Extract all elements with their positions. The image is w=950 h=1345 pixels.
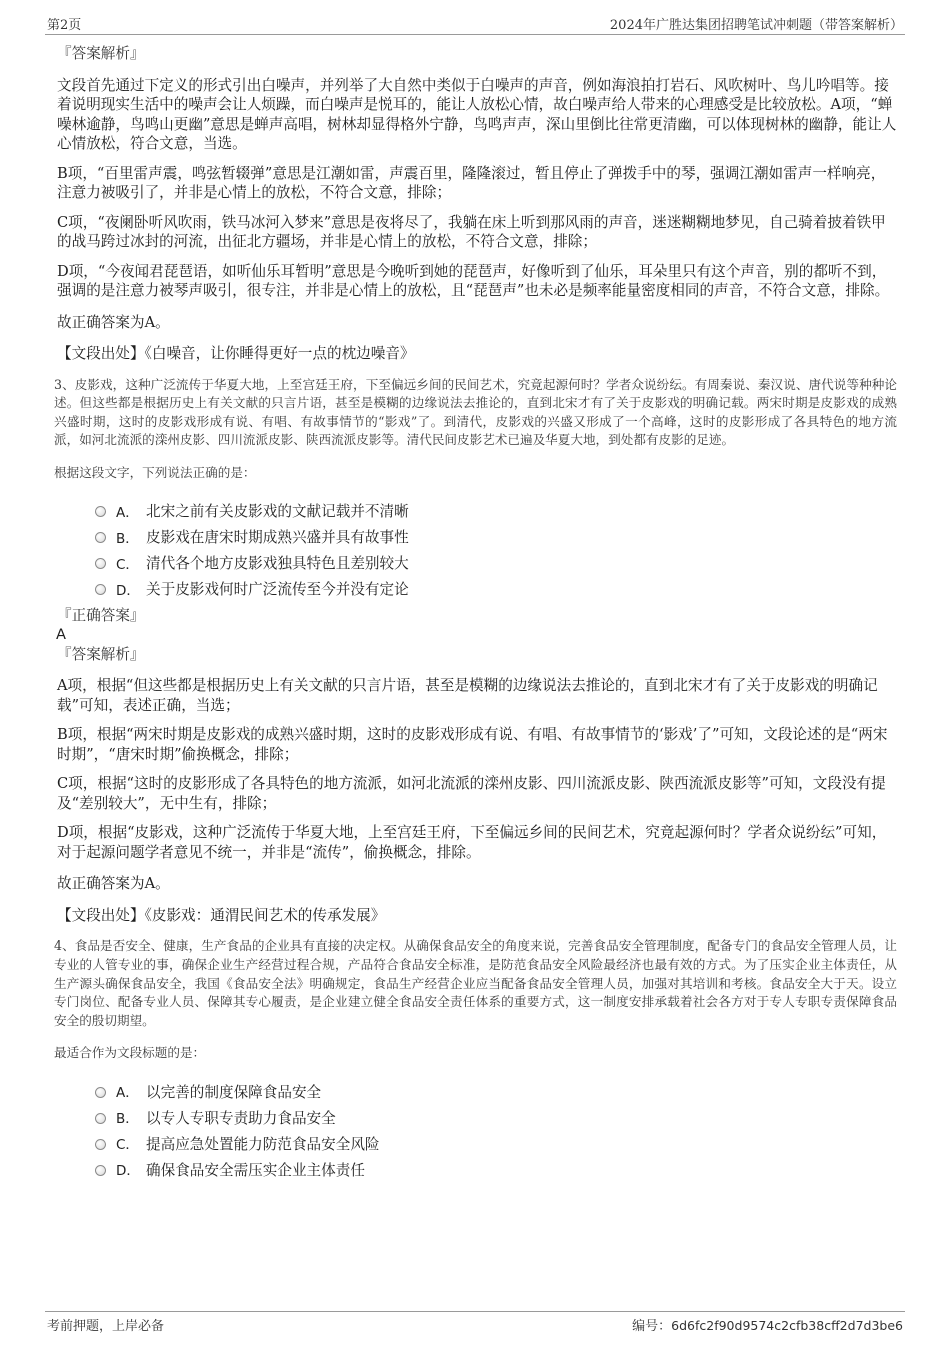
question-4-text: 4、食品是否安全、健康，生产食品的企业具有直接的决定权。从确保食品安全的角度来说，完善食品安全管理制度，配备专门的食品安全管理人员，让专业的人管专业的事，确保企业生产经营过程合规，产品符合食品安全标准，是防范食品安全风险最经济也最有效的方式。为了压实企业主体责任，从生产源头确保食品安全，我国《食品安全法》明确规定，食品生产经营企业应当配备食品安全管理人员，加强对其培训和考核。食品安全大于天。设立专门岗位、配备专业人员、保障其专心履责，是企业建立健全食品安全责任体系的重要方式，这一制度安排承载着社会各方对于专人专职专责保障食品安全的殷切期望。 bbox=[54, 938, 897, 1028]
page-content bbox=[54, 44, 897, 1182]
passage-source: 【文段出处】《皮影戏：通渭民间艺术的传承发展》 bbox=[57, 906, 386, 924]
option-d[interactable] bbox=[95, 576, 897, 602]
correct-answer-value: A bbox=[56, 626, 66, 644]
option-letter: C． bbox=[116, 556, 139, 573]
document-title: 2024年广胜达集团招聘笔试冲刺题（带答案解析） bbox=[609, 18, 903, 33]
option-text: 以专人专职专责助力食品安全 bbox=[146, 1109, 336, 1127]
option-text: 皮影戏在唐宋时期成熟兴盛并具有故事性 bbox=[146, 529, 409, 547]
radio-button[interactable] bbox=[95, 1087, 106, 1098]
option-letter: A． bbox=[116, 1085, 139, 1102]
option-letter: D． bbox=[116, 1163, 140, 1180]
option-letter: A． bbox=[116, 504, 139, 521]
code-value: 6d6fc2f90d9574c2cfb38cff2d7d3be6 bbox=[671, 1318, 903, 1333]
code-label: 编号： bbox=[632, 1319, 672, 1334]
option-text: 清代各个地方皮影戏独具特色且差别较大 bbox=[146, 555, 409, 573]
option-text: 确保食品安全需压实企业主体责任 bbox=[146, 1161, 365, 1179]
question-3-prompt: 根据这段文字，下列说法正确的是： bbox=[54, 464, 256, 480]
question-3-options bbox=[95, 498, 897, 602]
analysis-conclusion: 故正确答案为A。 bbox=[57, 313, 170, 331]
option-text: 提高应急处置能力防范食品安全风险 bbox=[146, 1135, 380, 1153]
footer-slogan: 考前押题，上岸必备 bbox=[47, 1319, 165, 1334]
answer-analysis-label: 『答案解析』 bbox=[57, 645, 145, 663]
option-text: 关于皮影戏何时广泛流传至今并没有定论 bbox=[146, 581, 409, 599]
option-d[interactable] bbox=[95, 1156, 897, 1182]
option-letter: D． bbox=[116, 582, 140, 599]
analysis-conclusion: 故正确答案为A。 bbox=[57, 875, 170, 893]
radio-button[interactable] bbox=[95, 506, 106, 517]
analysis-paragraph: C项，根据“这时的皮影形成了各具特色的地方流派，如河北流派的滦州皮影、四川流派皮影、陕西流派皮影等”可知，文段没有提及“差别较大”，无中生有，排除； bbox=[57, 775, 886, 812]
document-code bbox=[632, 1315, 903, 1334]
analysis-paragraph: D项，根据“皮影戏，这种广泛流传于华夏大地，上至宫廷王府，下至偏远乡间的民间艺术，究竟起源何时？学者众说纷纭”可知，对于起源问题学者意见不统一，并非是“流传”，偷换概念，排除。 bbox=[57, 824, 887, 861]
option-c[interactable] bbox=[95, 1130, 897, 1156]
answer-analysis-label: 『答案解析』 bbox=[57, 45, 145, 62]
radio-button[interactable] bbox=[95, 584, 106, 595]
option-text: 以完善的制度保障食品安全 bbox=[146, 1083, 322, 1101]
correct-answer-label: 『正确答案』 bbox=[57, 606, 145, 624]
analysis-paragraph: B项，“百里雷声震，鸣弦暂辍弹”意思是江潮如雷，声震百里，隆隆滚过，暂且停止了弹拨手中的琴，强调江潮如雷声一样响亮，注意力被吸引了，并非是心情上的放松，不符合文意，排除； bbox=[57, 164, 886, 201]
option-letter: B． bbox=[116, 1111, 139, 1128]
analysis-paragraph: C项，“夜阑卧听风吹雨，铁马冰河入梦来”意思是夜将尽了，我躺在床上听到那风雨的声音，迷迷糊糊地梦见，自己骑着披着铁甲的战马跨过冰封的河流，出征北方疆场，并非是心情上的放松，不符合文意，排除； bbox=[57, 213, 886, 250]
question-4-options bbox=[95, 1078, 897, 1182]
option-b[interactable] bbox=[95, 524, 897, 550]
page-number: 第2页 bbox=[47, 18, 82, 33]
radio-button[interactable] bbox=[95, 1139, 106, 1150]
radio-button[interactable] bbox=[95, 1165, 106, 1176]
analysis-paragraph: A项，根据“但这些都是根据历史上有关文献的只言片语，甚至是模糊的边缘说法去推论的，直到北宋才有了关于皮影戏的明确记载”可知，表述正确，当选； bbox=[57, 677, 878, 714]
option-letter: B． bbox=[116, 530, 139, 547]
radio-button[interactable] bbox=[95, 532, 106, 543]
analysis-paragraph: B项，根据“两宋时期是皮影戏的成熟兴盛时期，这时的皮影戏形成有说、有唱、有故事情节的‘影戏’了”可知，文段论述的是“两宋时期”，“唐宋时期”偷换概念，排除； bbox=[57, 726, 888, 763]
radio-button[interactable] bbox=[95, 558, 106, 569]
question-3-text: 3、皮影戏，这种广泛流传于华夏大地，上至宫廷王府，下至偏远乡间的民间艺术，究竟起源何时？学者众说纷纭。有周秦说、秦汉说、唐代说等种种论述。但这些都是根据历史上有关文献的只言片语，甚至是模糊的边缘说法去推论的，直到北宋才有了关于皮影戏的明确记载。两宋时期是皮影戏的成熟兴盛时期，这时的皮影戏形成有说、有唱、有故事情节的“影戏”了。到清代，皮影戏的兴盛又形成了一个高峰，这时的皮影形成了各具特色的地方流派，如河北流派的滦州皮影、四川流派皮影、陕西流派皮影等。清代民间皮影艺术已遍及华夏大地，到处都有皮影的足迹。 bbox=[54, 376, 897, 448]
radio-button[interactable] bbox=[95, 1113, 106, 1124]
passage-source: 【文段出处】《白噪音，让你睡得更好一点的枕边噪音》 bbox=[57, 345, 415, 362]
analysis-paragraph: 文段首先通过下定义的形式引出白噪声，并列举了大自然中类似于白噪声的声音，例如海浪拍打岩石、风吹树叶、鸟儿吟唱等。接着说明现实生活中的噪声会让人烦躁，而白噪声是悦耳的，能让人放松心情，故白噪声给人带来的心理感受是比较放松。A项，“蝉噪林逾静，鸟鸣山更幽”意思是蝉声高唱，树林却显得格外宁静，鸟鸣声声，深山里倒比往常更清幽，可以体现树林的幽静，能让人心情放松，符合文意，当选。 bbox=[57, 76, 897, 152]
analysis-paragraph: D项，“今夜闻君琵琶语，如听仙乐耳暂明”意思是今晚听到她的琵琶声，好像听到了仙乐，耳朵里只有这个声音，别的都听不到，强调的是注意力被琴声吸引，很专注，并非是心情上的放松，且“琵琶声”也未必是频率能量密度相同的声音，不符合文意，排除。 bbox=[57, 262, 890, 299]
page-header bbox=[45, 12, 905, 35]
question-4-prompt: 最适合作为文段标题的是： bbox=[54, 1045, 206, 1061]
option-c[interactable] bbox=[95, 550, 897, 576]
option-a[interactable] bbox=[95, 1078, 897, 1104]
option-text: 北宋之前有关皮影戏的文献记载并不清晰 bbox=[146, 503, 409, 521]
option-letter: C． bbox=[116, 1137, 139, 1154]
option-a[interactable] bbox=[95, 498, 897, 524]
page-footer bbox=[45, 1311, 905, 1336]
option-b[interactable] bbox=[95, 1104, 897, 1130]
